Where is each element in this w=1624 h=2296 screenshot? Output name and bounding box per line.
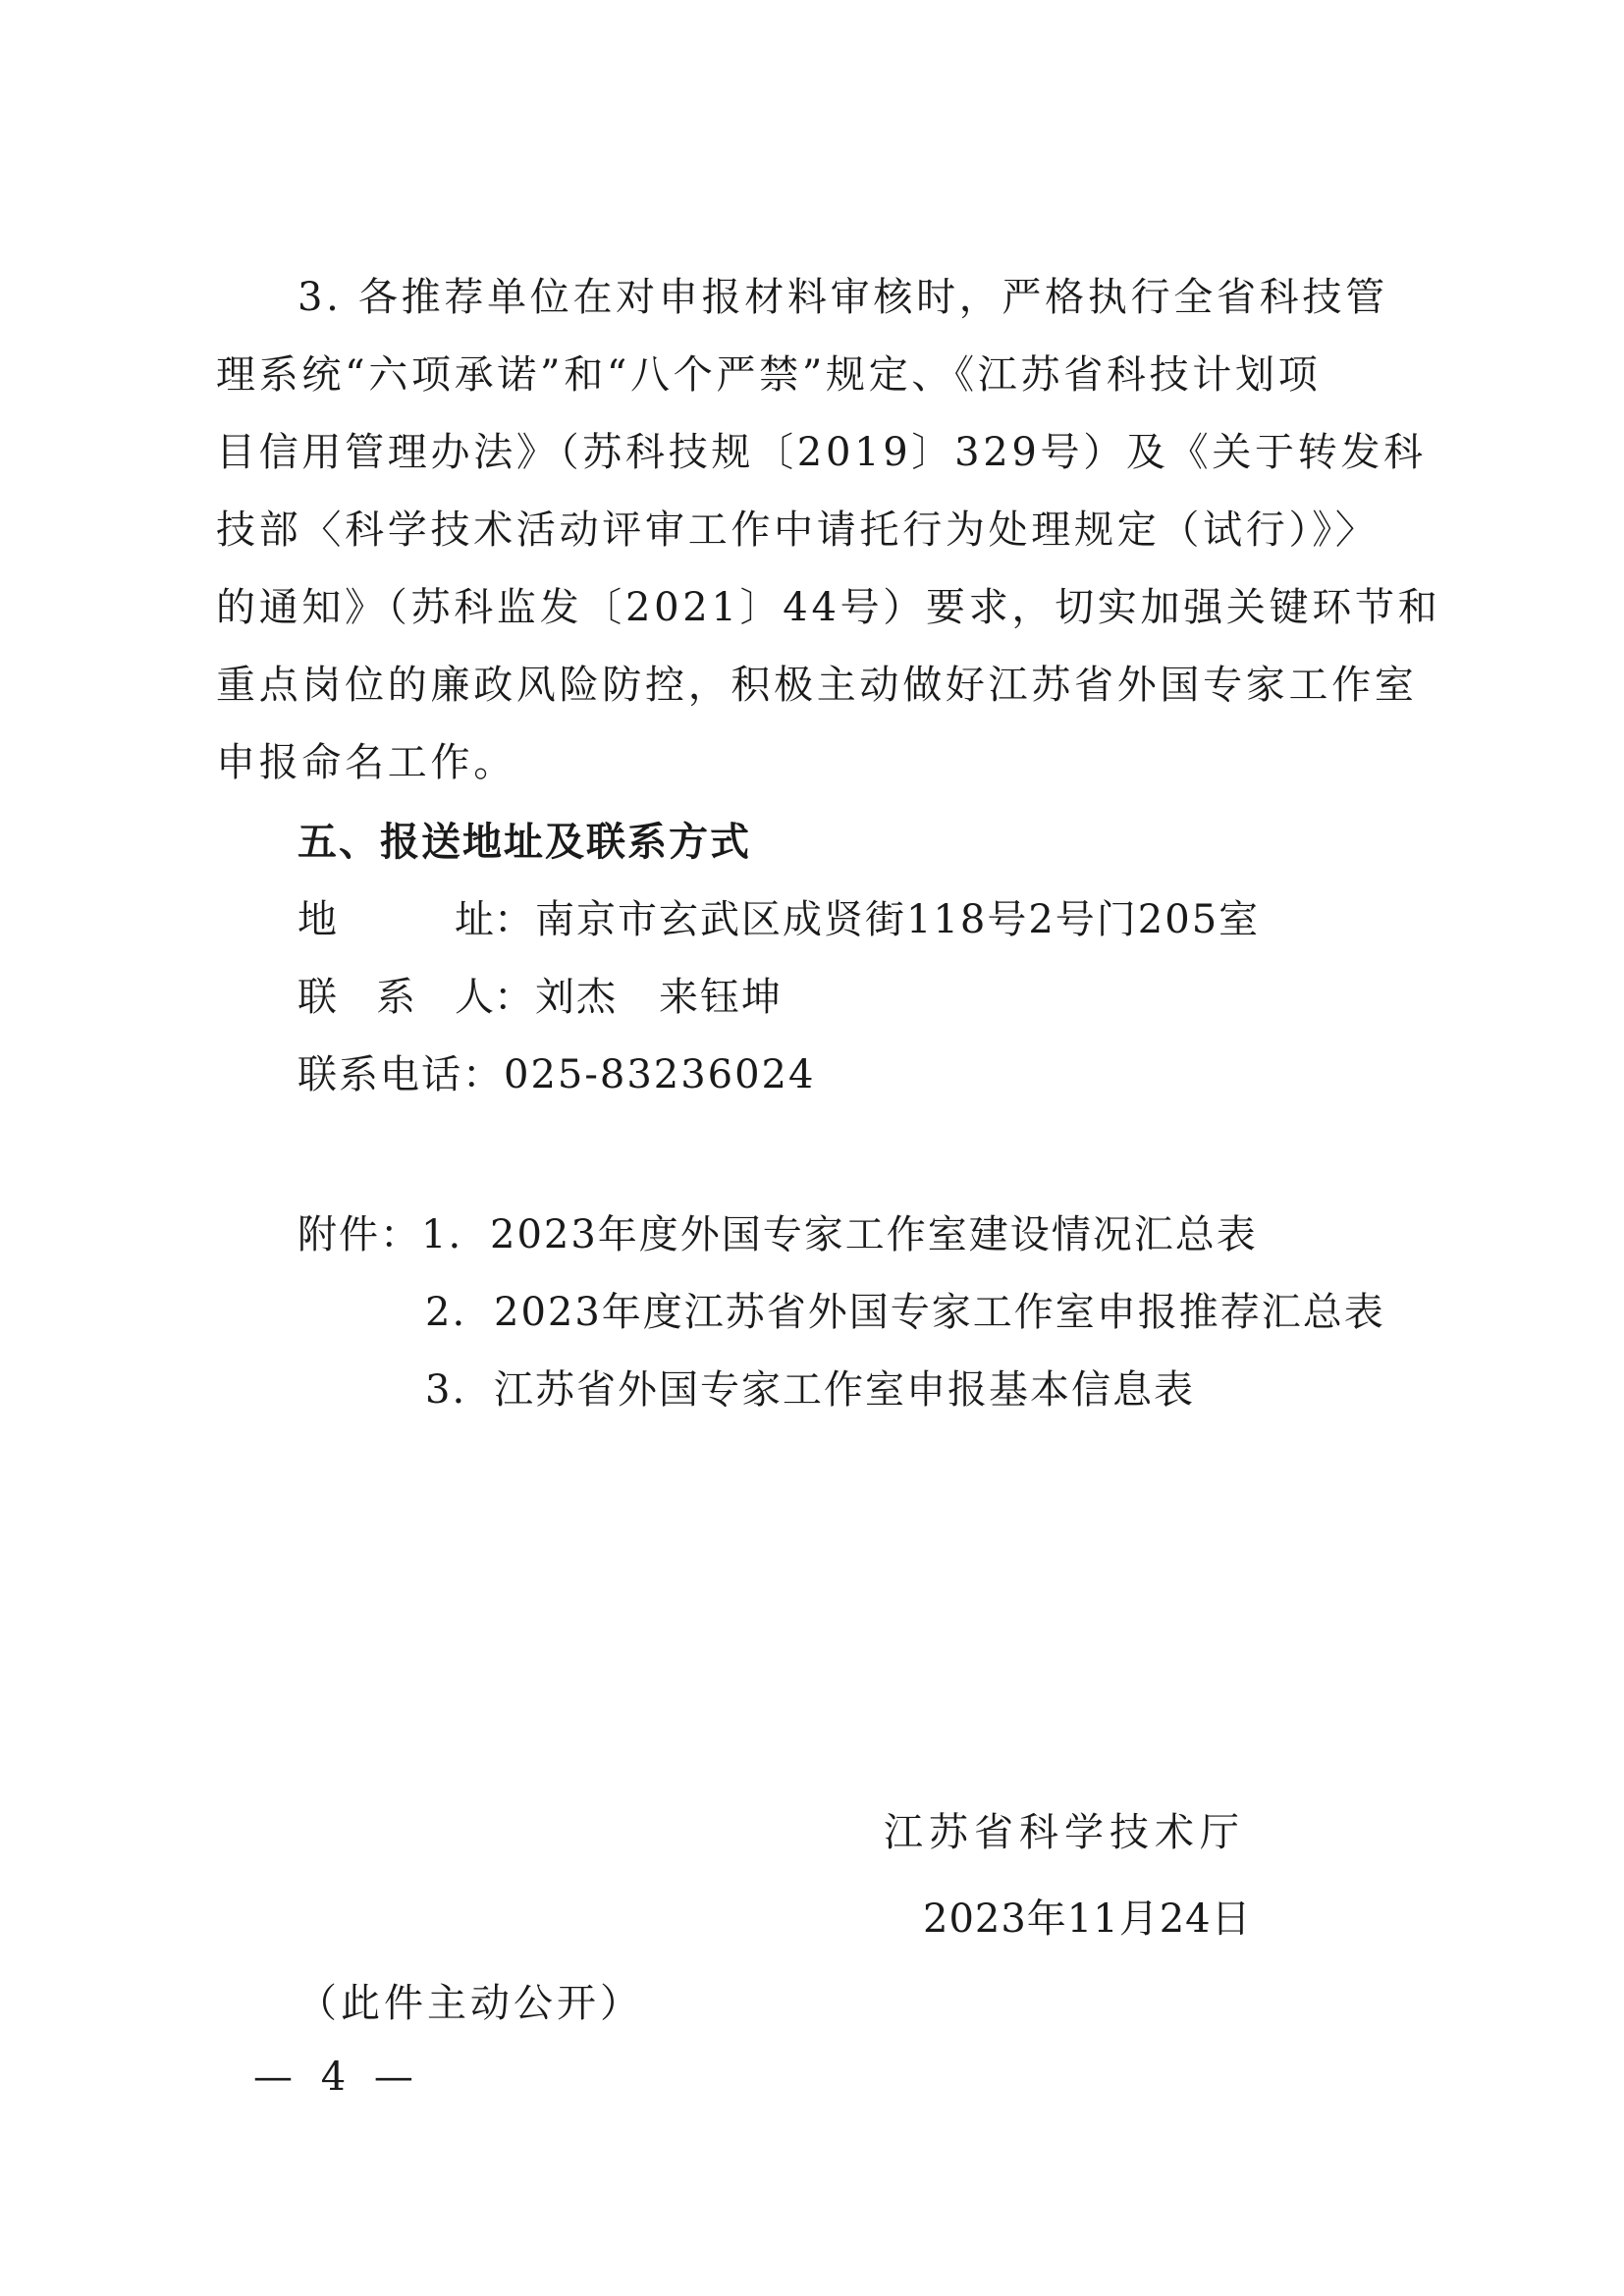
paragraph-line: 3. 各推荐单位在对申报材料审核时，严格执行全省科技管 [298,275,1388,320]
attachment-number: 1. [421,1212,463,1257]
phone-label: 联系电话： [298,1052,504,1097]
attachment-title: 2023年度外国专家工作室建设情况汇总表 [490,1212,1258,1257]
address-row [298,897,1261,942]
attachment-item [425,1290,1385,1335]
address-value: 南京市玄武区成贤街118号2号门205室 [535,897,1261,942]
phone-value: 025-83236024 [504,1052,816,1097]
paragraph-line: 申报命名工作。 [216,740,516,785]
attachments-label: 附件： [298,1212,421,1257]
issue-date: 2023年11月24日 [923,1896,1252,1942]
paragraph-line: 技部〈科学技术活动评审工作中请托行为处理规定（试行）》〉 [216,507,1379,553]
contact-row [298,975,783,1020]
attachment-number: 3. [425,1367,467,1413]
attachment-item [298,1212,1258,1257]
paragraph-line: 的通知》（苏科监发〔2021〕44号）要求，切实加强关键环节和 [216,585,1441,630]
paragraph-line: 理系统“六项承诺”和“八个严禁”规定、《江苏省科技计划项 [216,352,1322,398]
attachment-number: 2. [425,1290,467,1335]
paragraph-line: 重点岗位的廉政风险防控，积极主动做好江苏省外国专家工作室 [216,663,1418,708]
paragraph-line: 目信用管理办法》（苏科技规〔2019〕329号）及《关于转发科 [216,430,1427,475]
section-heading: 五、报送地址及联系方式 [298,820,751,865]
issuing-organization: 江苏省科学技术厅 [884,1810,1245,1855]
contact-colon: ： [494,975,535,1020]
contact-label: 联 系 人 [298,975,494,1020]
attachment-title: 江苏省外国专家工作室申报基本信息表 [494,1367,1195,1413]
page-number: — 4 — [253,2055,421,2100]
phone-row [298,1052,816,1097]
attachment-item [425,1367,1195,1413]
contact-value: 刘杰 来钰坤 [535,975,783,1020]
attachment-title: 2023年度江苏省外国专家工作室申报推荐汇总表 [494,1290,1385,1335]
address-label: 地 址 [298,897,494,942]
address-colon: ： [494,897,535,942]
disclosure-note: （此件主动公开） [298,1981,643,2026]
